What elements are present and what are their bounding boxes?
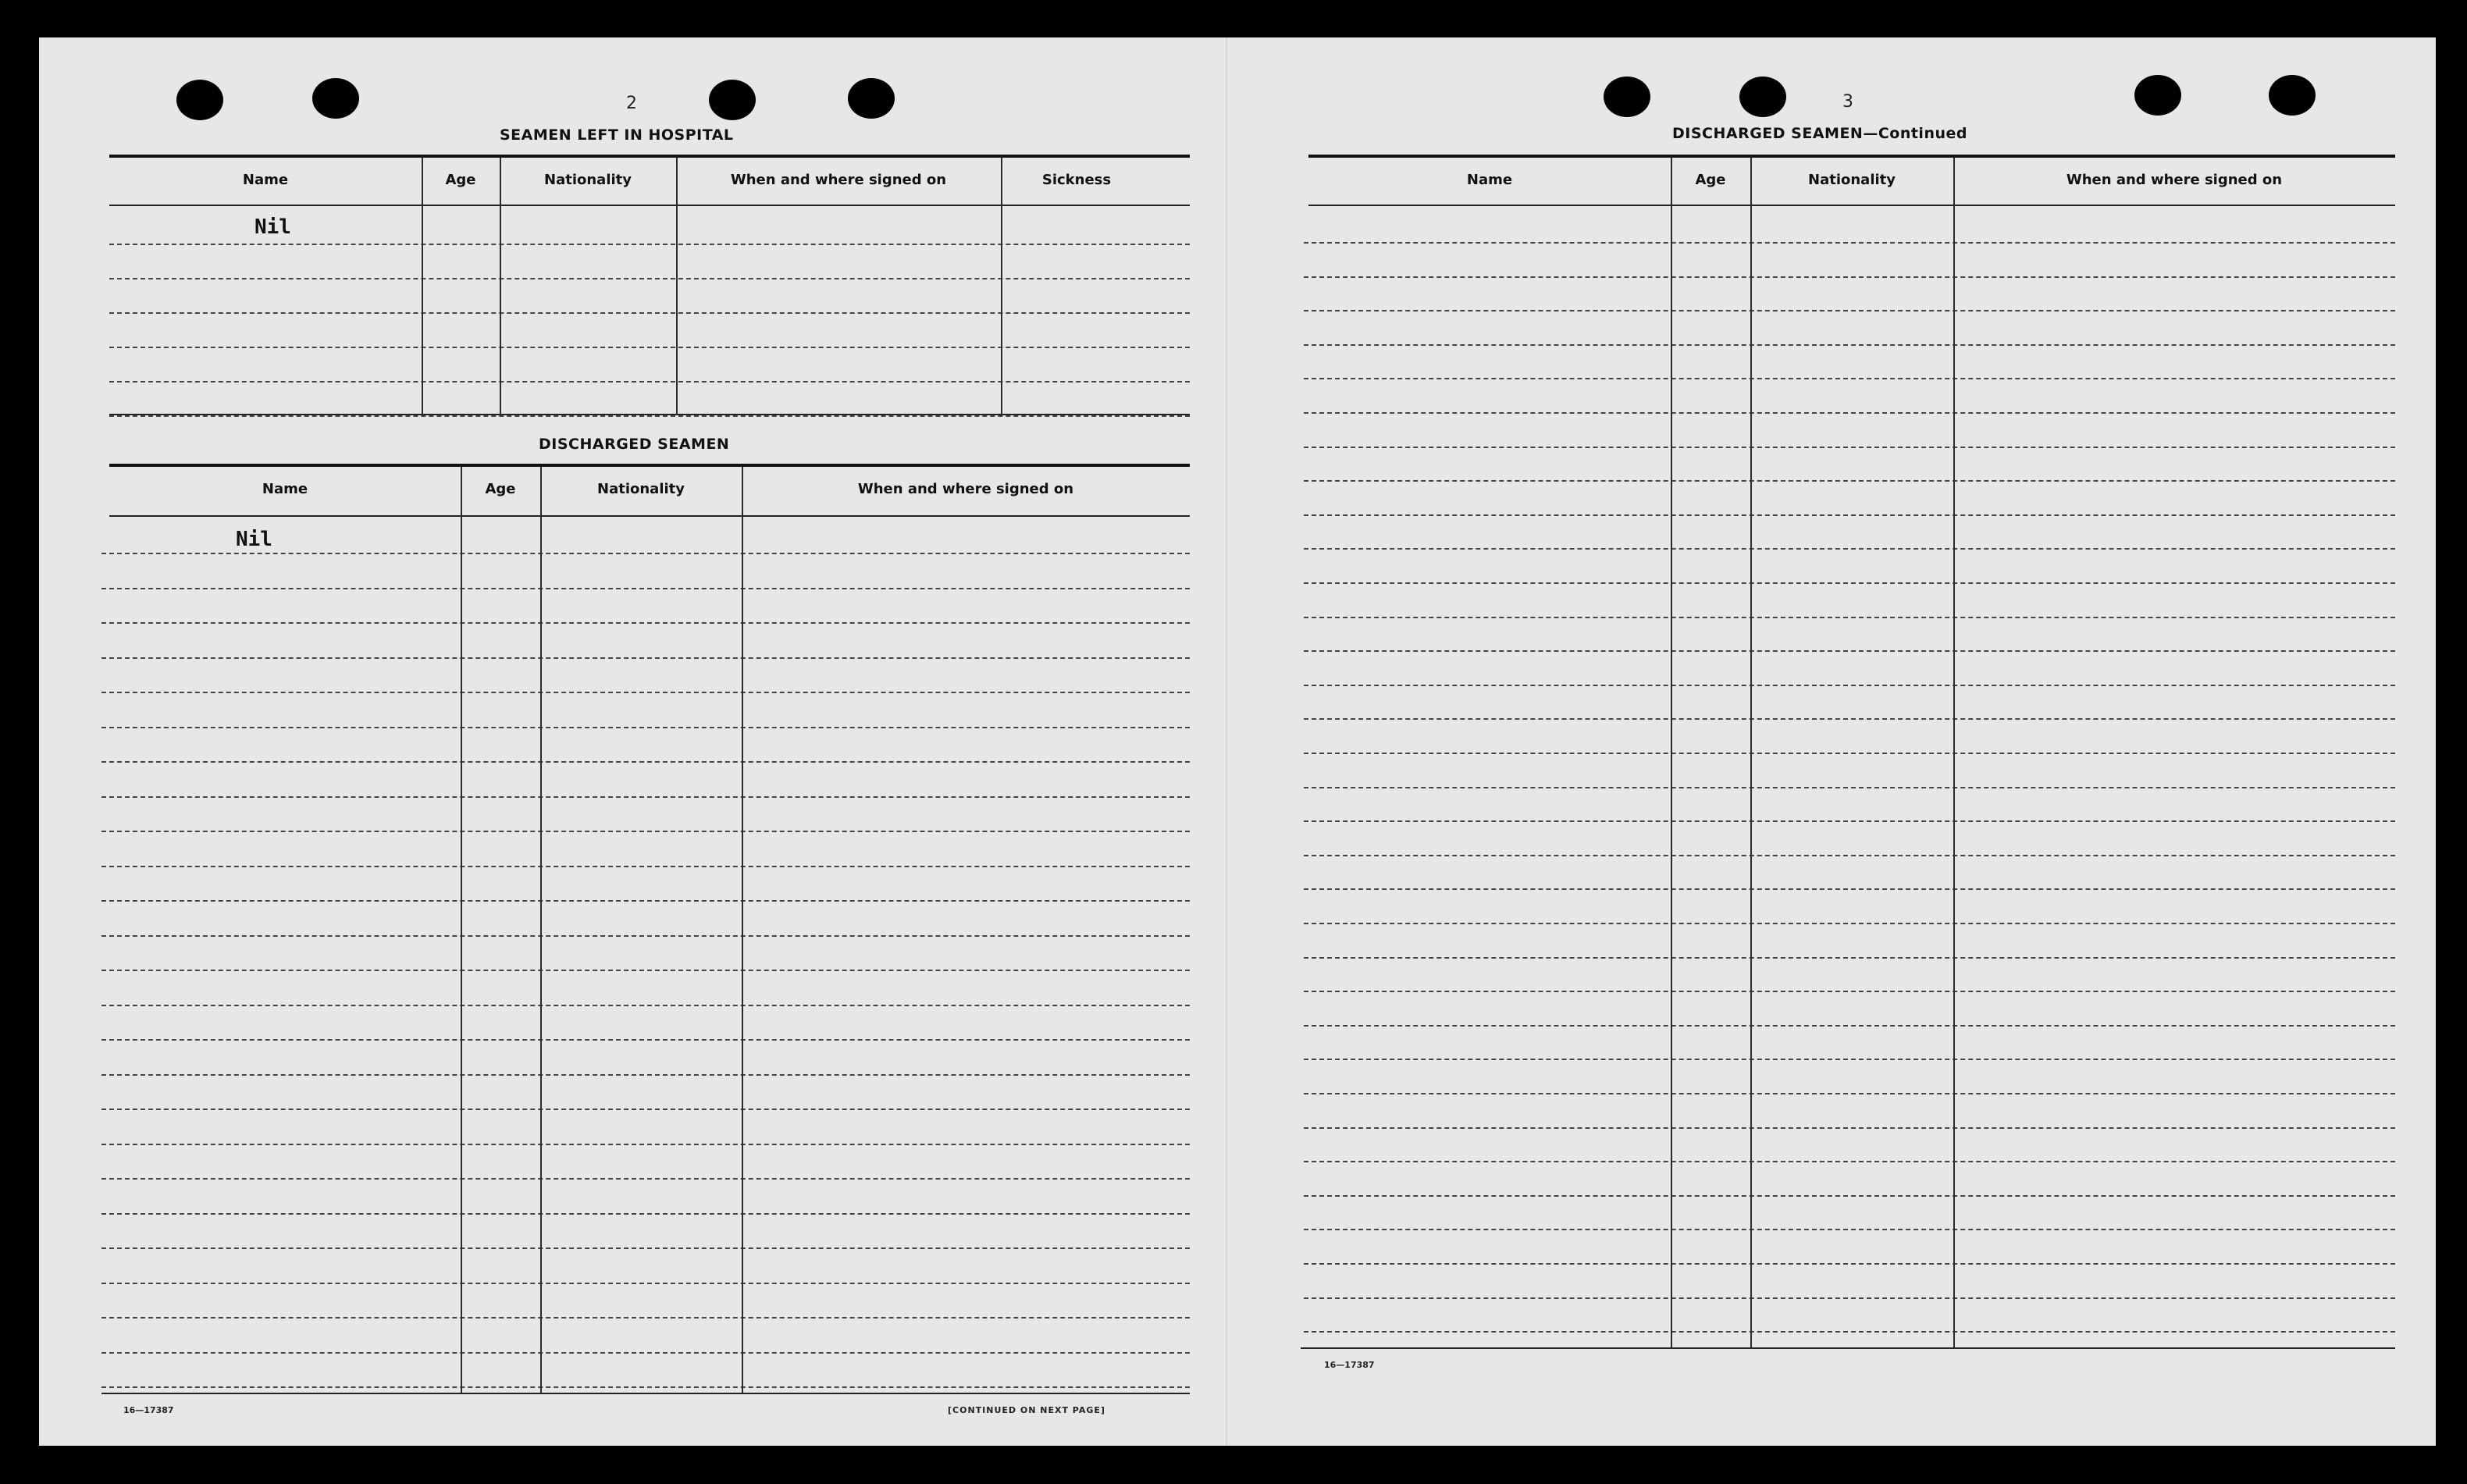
table-row-line xyxy=(1304,820,2395,822)
punch-hole xyxy=(312,78,359,119)
table-row-line xyxy=(1304,923,2395,924)
hospital-col-divider xyxy=(676,158,678,415)
table-row-line xyxy=(101,553,1190,554)
right-col-name-header: Name xyxy=(1466,172,1513,188)
discharged-col-divider xyxy=(461,467,462,1393)
table-row-line xyxy=(1304,855,2395,856)
table-row-line xyxy=(1304,650,2395,652)
table-row-line xyxy=(101,1213,1190,1215)
table-row-line xyxy=(101,1005,1190,1006)
table-row-line xyxy=(1304,242,2395,244)
table-row-line xyxy=(1304,1297,2395,1299)
document-sheet xyxy=(39,37,2436,1446)
right-top-rule xyxy=(1308,155,2395,158)
table-row-line xyxy=(1304,1263,2395,1265)
left-form-number: 16—17387 xyxy=(123,1405,174,1415)
right-col-divider xyxy=(1953,158,1955,1349)
table-row-line xyxy=(101,1178,1190,1180)
punch-hole xyxy=(2134,75,2181,116)
table-row-line xyxy=(1304,1161,2395,1162)
table-row-line xyxy=(1304,991,2395,992)
hospital-top-rule xyxy=(109,155,1190,158)
hospital-section-title: SEAMEN LEFT IN HOSPITAL xyxy=(500,126,734,144)
discharged-continued-title: DISCHARGED SEAMEN—Continued xyxy=(1672,125,1967,142)
table-row-line xyxy=(1304,480,2395,482)
table-row-line xyxy=(1304,548,2395,550)
table-row-line xyxy=(101,1039,1190,1041)
table-row-line xyxy=(1304,1331,2395,1333)
right-header-rule xyxy=(1308,205,2395,206)
hospital-row-line xyxy=(109,381,1190,383)
punch-hole xyxy=(1604,77,1650,117)
hospital-row-line xyxy=(109,278,1190,279)
right-col-divider xyxy=(1671,158,1672,1349)
right-form-number: 16—17387 xyxy=(1324,1360,1375,1370)
table-row-line xyxy=(1304,1127,2395,1129)
table-row-line xyxy=(101,935,1190,937)
right-col-age-header: Age xyxy=(1695,172,1726,188)
table-row-line xyxy=(101,831,1190,832)
table-row-line xyxy=(1304,1025,2395,1027)
punch-hole xyxy=(2269,75,2316,116)
left-page-number: 2 xyxy=(626,94,637,113)
hospital-col-sickness-header: Sickness xyxy=(1041,172,1112,188)
table-row-line xyxy=(101,692,1190,693)
table-row-line xyxy=(101,761,1190,763)
table-row-line xyxy=(1304,787,2395,788)
table-row-line xyxy=(1304,310,2395,311)
hospital-row-line xyxy=(109,312,1190,314)
table-row-line xyxy=(1304,1093,2395,1094)
table-row-line xyxy=(1304,1229,2395,1230)
discharged-col-divider xyxy=(540,467,542,1393)
table-row-line xyxy=(1304,582,2395,584)
hospital-col-age-header: Age xyxy=(445,172,476,188)
table-row-line xyxy=(1304,753,2395,754)
table-row-line xyxy=(1304,447,2395,448)
table-row-line xyxy=(101,1352,1190,1354)
table-row-line xyxy=(1304,718,2395,720)
discharged-col-name-header: Name xyxy=(262,481,308,497)
hospital-col-name-header: Name xyxy=(242,172,289,188)
discharged-col-divider xyxy=(742,467,743,1393)
discharged-section-title: DISCHARGED SEAMEN xyxy=(539,436,730,453)
discharged-entry-name: Nil xyxy=(236,528,272,551)
hospital-row-line xyxy=(109,415,1190,417)
punch-hole xyxy=(709,80,756,120)
table-row-line xyxy=(1304,888,2395,890)
punch-hole xyxy=(176,80,223,120)
page-divider xyxy=(1226,37,1227,1446)
discharged-header-rule xyxy=(109,515,1190,517)
table-row-line xyxy=(1304,276,2395,278)
table-row-line xyxy=(101,1109,1190,1110)
table-row-line xyxy=(101,900,1190,902)
table-row-line xyxy=(1304,1059,2395,1060)
table-row-line xyxy=(1304,957,2395,959)
hospital-col-signed-header: When and where signed on xyxy=(730,172,947,188)
hospital-col-divider xyxy=(500,158,501,415)
table-row-line xyxy=(1304,1195,2395,1197)
table-row-line xyxy=(101,1074,1190,1076)
discharged-col-age-header: Age xyxy=(485,481,516,497)
punch-hole xyxy=(848,78,895,119)
right-page-number: 3 xyxy=(1842,92,1853,112)
continued-note: [CONTINUED ON NEXT PAGE] xyxy=(948,1405,1105,1415)
discharged-bottom-rule xyxy=(101,1393,1190,1394)
table-row-line xyxy=(101,657,1190,659)
hospital-col-divider xyxy=(422,158,423,415)
table-row-line xyxy=(101,1386,1190,1388)
hospital-row-line xyxy=(109,244,1190,245)
table-row-line xyxy=(101,588,1190,589)
table-row-line xyxy=(101,970,1190,971)
hospital-header-rule xyxy=(109,205,1190,206)
hospital-row-line xyxy=(109,347,1190,348)
table-row-line xyxy=(101,1283,1190,1284)
table-row-line xyxy=(1304,685,2395,686)
right-col-divider xyxy=(1750,158,1752,1349)
table-row-line xyxy=(101,866,1190,867)
table-row-line xyxy=(101,1144,1190,1145)
hospital-entry-name: Nil xyxy=(255,215,291,239)
table-row-line xyxy=(101,622,1190,624)
discharged-col-signed-header: When and where signed on xyxy=(857,481,1074,497)
table-row-line xyxy=(101,1247,1190,1249)
table-row-line xyxy=(101,727,1190,728)
table-row-line xyxy=(1304,412,2395,414)
table-row-line xyxy=(1304,617,2395,618)
hospital-col-nationality-header: Nationality xyxy=(544,172,632,188)
table-row-line xyxy=(101,796,1190,798)
punch-hole xyxy=(1739,77,1786,117)
discharged-top-rule xyxy=(109,464,1190,467)
table-row-line xyxy=(1304,344,2395,346)
table-row-line xyxy=(101,1317,1190,1319)
discharged-col-nationality-header: Nationality xyxy=(597,481,685,497)
table-row-line xyxy=(1304,514,2395,516)
right-col-signed-header: When and where signed on xyxy=(2066,172,2283,188)
hospital-bottom-rule xyxy=(109,414,1190,415)
hospital-col-divider xyxy=(1001,158,1002,415)
table-row-line xyxy=(1304,378,2395,379)
right-col-nationality-header: Nationality xyxy=(1808,172,1896,188)
right-bottom-rule xyxy=(1301,1347,2395,1349)
